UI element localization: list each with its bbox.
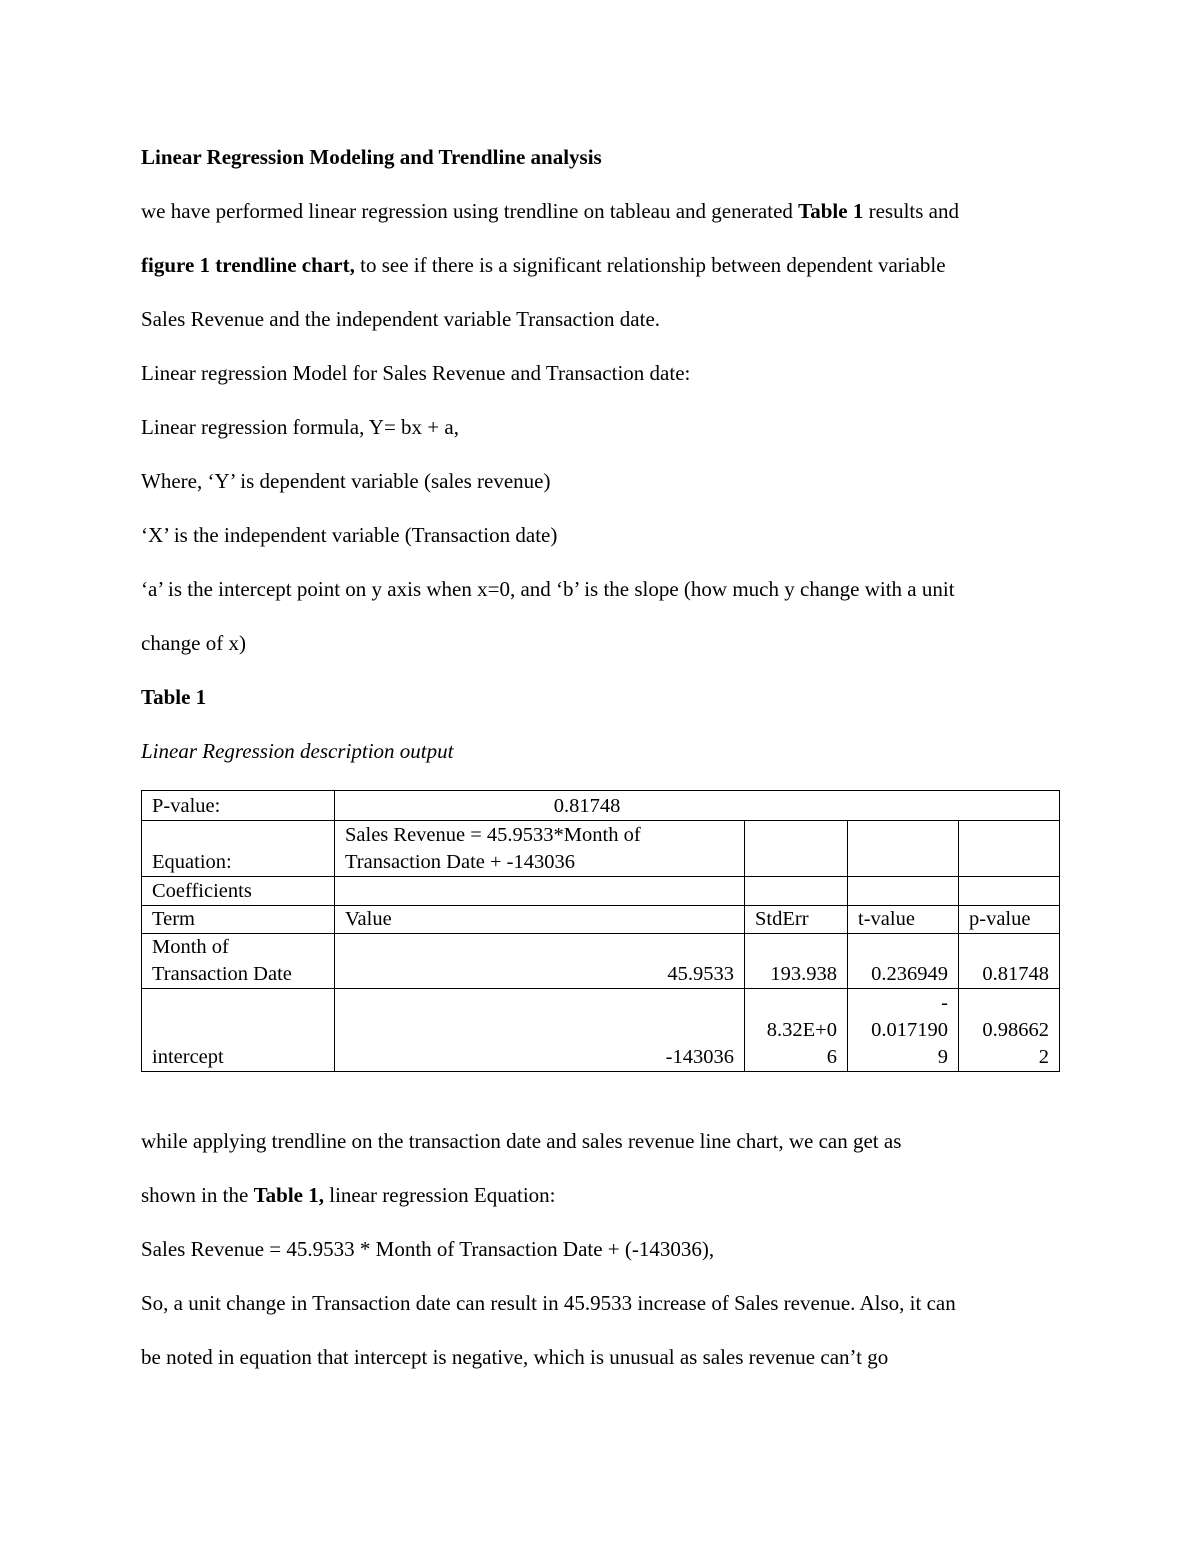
pvalue-cell: 0.81748 xyxy=(959,934,1060,989)
table-row xyxy=(142,877,1060,906)
value-cell: 45.9533 xyxy=(335,934,745,989)
equation-line: Sales Revenue = 45.9533*Month of xyxy=(345,824,641,846)
regression-table xyxy=(141,790,1060,1072)
header-stderr: StdErr xyxy=(745,906,848,934)
empty-cell xyxy=(745,877,848,906)
value-cell: -143036 xyxy=(335,989,745,1072)
table-row xyxy=(142,934,1060,989)
header-tvalue: t-value xyxy=(848,906,959,934)
pvalue-line: 0.98662 xyxy=(982,1019,1049,1041)
term-line: Transaction Date xyxy=(152,963,292,985)
page-title: Linear Regression Modeling and Trendline analysis xyxy=(141,145,602,169)
table-header-row xyxy=(142,906,1060,934)
empty-cell xyxy=(848,877,959,906)
coefficients-label-cell: Coefficients xyxy=(142,877,335,906)
equation-cell xyxy=(335,821,745,877)
empty-cell xyxy=(959,821,1060,877)
header-pvalue: p-value xyxy=(959,906,1060,934)
pvalue-cell xyxy=(959,989,1060,1072)
tvalue-line: 0.017190 xyxy=(871,1019,948,1041)
pvalue-cell: 0.81748 xyxy=(335,791,1060,821)
term-cell xyxy=(142,934,335,989)
table-row xyxy=(142,821,1060,877)
empty-cell xyxy=(745,821,848,877)
empty-cell xyxy=(335,877,745,906)
after-text: shown in the xyxy=(141,1183,254,1207)
model-title: Linear regression Model for Sales Revenue and Transaction date: xyxy=(141,361,691,385)
empty-cell xyxy=(848,821,959,877)
tvalue-line: - xyxy=(941,992,948,1014)
pvalue-label-cell: P-value: xyxy=(142,791,335,821)
intro-text: to see if there is a significant relationship between dependent variable xyxy=(354,253,946,277)
definition-x: ‘X’ is the independent variable (Transaction date) xyxy=(141,523,558,547)
after-line-2 xyxy=(141,1181,556,1209)
tvalue-cell xyxy=(848,989,959,1072)
figure-reference: figure 1 trendline chart, xyxy=(141,253,355,277)
term-line: Month of xyxy=(152,936,229,958)
table-row xyxy=(142,989,1060,1072)
after-line-5: be noted in equation that intercept is negative, which is unusual as sales revenue can’t go xyxy=(141,1345,889,1369)
table-label: Table 1 xyxy=(141,685,207,709)
empty-cell xyxy=(959,877,1060,906)
table-row xyxy=(142,791,1060,821)
after-line-1: while applying trendline on the transaction date and sales revenue line chart, we can get as xyxy=(141,1129,902,1153)
after-text: linear regression Equation: xyxy=(324,1183,556,1207)
intro-text: results and xyxy=(863,199,959,223)
definition-y: Where, ‘Y’ is dependent variable (sales revenue) xyxy=(141,469,551,493)
term-cell: intercept xyxy=(142,989,335,1072)
intro-line-3: Sales Revenue and the independent variable Transaction date. xyxy=(141,307,661,331)
stderr-line: 6 xyxy=(826,1046,837,1068)
after-line-4: So, a unit change in Transaction date can result in 45.9533 increase of Sales revenue. Also, it can xyxy=(141,1291,956,1315)
intro-line-2 xyxy=(141,251,946,279)
header-value: Value xyxy=(335,906,745,934)
header-term: Term xyxy=(142,906,335,934)
equation-line: Transaction Date + -143036 xyxy=(345,851,576,873)
intro-text: we have performed linear regression using trendline on tableau and generated xyxy=(141,199,799,223)
table-reference: Table 1, xyxy=(253,1183,324,1207)
equation-label-cell: Equation: xyxy=(142,821,335,877)
equation-statement: Sales Revenue = 45.9533 * Month of Transaction Date + (-143036), xyxy=(141,1237,715,1261)
definition-ab-line-2: change of x) xyxy=(141,631,246,655)
stderr-line: 8.32E+0 xyxy=(766,1019,837,1041)
table-reference: Table 1 xyxy=(798,199,864,223)
table-caption: Linear Regression description output xyxy=(141,739,454,763)
definition-ab-line-1: ‘a’ is the intercept point on y axis when x=0, and ‘b’ is the slope (how much y change with a unit xyxy=(141,577,955,601)
formula-text: Linear regression formula, Y= bx + a, xyxy=(141,415,459,439)
stderr-cell xyxy=(745,989,848,1072)
intro-line-1 xyxy=(141,197,959,225)
tvalue-cell: 0.236949 xyxy=(848,934,959,989)
stderr-cell: 193.938 xyxy=(745,934,848,989)
pvalue-line: 2 xyxy=(1038,1046,1049,1068)
tvalue-line: 9 xyxy=(937,1046,948,1068)
